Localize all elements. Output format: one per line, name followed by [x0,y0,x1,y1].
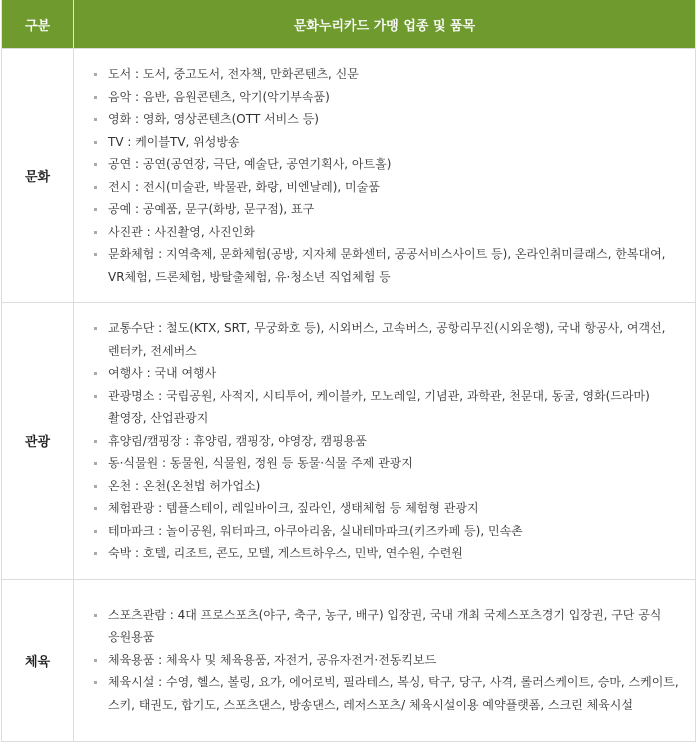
list-item: 여행사 : 국내 여행사 [92,362,681,385]
item-list [92,317,681,565]
category-cell: 체육 [2,579,74,741]
table-row-culture [2,49,696,303]
list-item: 영화 : 영화, 영상콘텐츠(OTT 서비스 등) [92,108,681,131]
items-cell [74,49,696,303]
merchant-category-table [1,0,696,742]
list-item: 온천 : 온천(온천법 허가업소) [92,475,681,498]
list-item: 교통수단 : 철도(KTX, SRT, 무궁화호 등), 시외버스, 고속버스, 공항리무진(시외운행), 국내 항공사, 여객선, 렌터카, 전세버스 [92,317,681,362]
list-item: 휴양림/캠핑장 : 휴양림, 캠핑장, 야영장, 캠핑용품 [92,430,681,453]
table-row-sports [2,579,696,741]
list-item: TV : 케이블TV, 위성방송 [92,131,681,154]
list-item: 테마파크 : 놀이공원, 워터파크, 아쿠아리움, 실내테마파크(키즈카페 등), 민속촌 [92,520,681,543]
category-cell: 관광 [2,303,74,580]
list-item: 사진관 : 사진촬영, 사진인화 [92,221,681,244]
list-item: 체육시설 : 수영, 헬스, 볼링, 요가, 에어로빅, 필라테스, 복싱, 탁구, 당구, 사격, 롤러스케이트, 승마, 스케이트, 스키, 태권도, 합기도, 스포츠댄스, 방송댄스, 레저스포츠/ 체육시설이용 예약플랫폼, 스크린 체육시설 [92,671,681,716]
category-cell: 문화 [2,49,74,303]
item-list [92,63,681,288]
list-item: 문화체험 : 지역축제, 문화체험(공방, 지자체 문화센터, 공공서비스사이트 등), 온라인취미클래스, 한복대여, VR체험, 드론체험, 방탈출체험, 유·청소년 직업체험 등 [92,243,681,288]
header-row [2,0,696,49]
header-category: 구분 [2,0,74,49]
items-cell [74,303,696,580]
list-item: 음악 : 음반, 음원콘텐츠, 악기(악기부속품) [92,86,681,109]
list-item: 공연 : 공연(공연장, 극단, 예술단, 공연기획사, 아트홀) [92,153,681,176]
items-cell [74,579,696,741]
list-item: 전시 : 전시(미술관, 박물관, 화랑, 비엔날레), 미술품 [92,176,681,199]
item-list [92,604,681,717]
table-body [2,49,696,742]
list-item: 체육용품 : 체육사 및 체육용품, 자전거, 공유자전거·전동킥보드 [92,649,681,672]
header-items: 문화누리카드 가맹 업종 및 품목 [74,0,696,49]
list-item: 관광명소 : 국립공원, 사적지, 시티투어, 케이블카, 모노레일, 기념관, 과학관, 천문대, 동굴, 영화(드라마) 촬영장, 산업관광지 [92,385,681,430]
list-item: 체험관광 : 템플스테이, 레일바이크, 짚라인, 생태체험 등 체험형 관광지 [92,497,681,520]
list-item: 동·식물원 : 동물원, 식물원, 정원 등 동물·식물 주제 관광지 [92,452,681,475]
list-item: 도서 : 도서, 중고도서, 전자책, 만화콘텐츠, 신문 [92,63,681,86]
table-header [2,0,696,49]
table-row-tourism [2,303,696,580]
list-item: 스포츠관람 : 4대 프로스포츠(야구, 축구, 농구, 배구) 입장권, 국내 개최 국제스포츠경기 입장권, 구단 공식 응원용품 [92,604,681,649]
list-item: 공예 : 공예품, 문구(화방, 문구점), 표구 [92,198,681,221]
list-item: 숙박 : 호텔, 리조트, 콘도, 모텔, 게스트하우스, 민박, 연수원, 수련원 [92,542,681,565]
